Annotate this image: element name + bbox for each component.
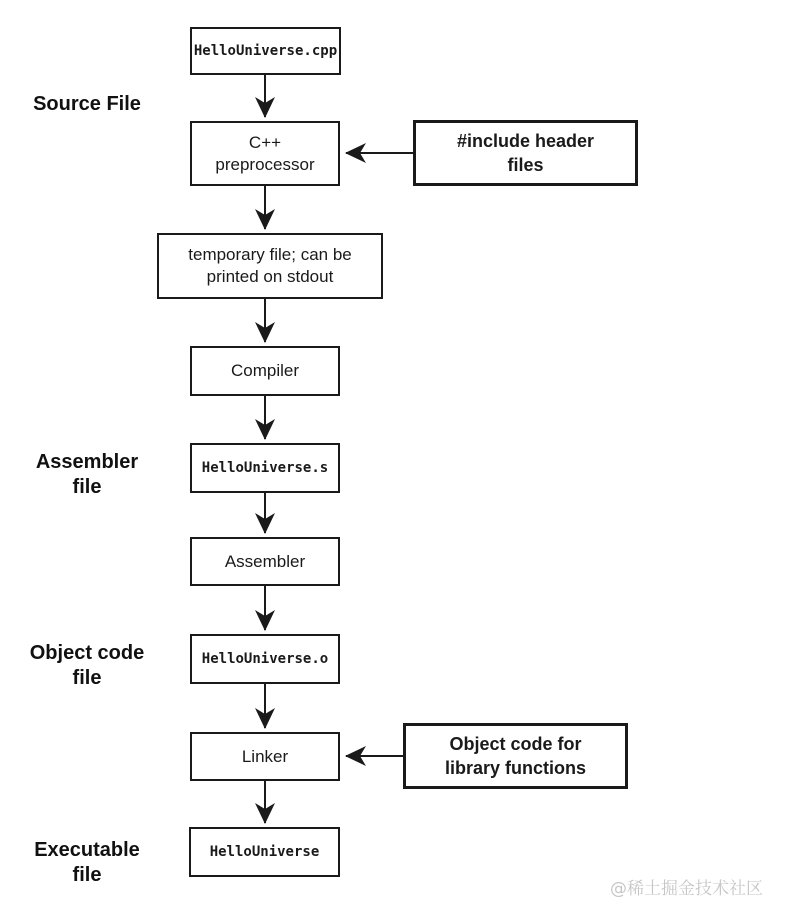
node-label: temporary file; can be xyxy=(188,245,352,264)
stage-label-text: file xyxy=(72,667,102,689)
node-label: HelloUniverse.s xyxy=(201,460,329,476)
node-object-o-file xyxy=(190,634,340,684)
node-label: library functions xyxy=(444,758,587,778)
node-label: preprocessor xyxy=(215,154,315,174)
node-executable-file xyxy=(189,827,340,877)
stage-label-text: Object code xyxy=(29,642,145,664)
stage-label-text: Executable xyxy=(34,839,140,861)
node-library-object-code xyxy=(403,723,628,789)
stage-label-text: file xyxy=(72,476,102,498)
node-label: Object code for xyxy=(449,734,582,754)
stage-label-object-code-file xyxy=(7,641,167,691)
node-compiler xyxy=(190,346,340,396)
node-label: HelloUniverse xyxy=(209,844,320,860)
stage-label-text: Source File xyxy=(33,93,141,115)
node-source-cpp-file xyxy=(190,27,341,75)
node-cpp-preprocessor xyxy=(190,121,340,186)
node-label: printed on stdout xyxy=(206,267,334,286)
node-label: #include header xyxy=(456,131,595,151)
node-label: Linker xyxy=(241,746,289,766)
node-assembler xyxy=(190,537,340,586)
stage-label-executable-file xyxy=(7,838,167,888)
stage-label-source-file xyxy=(7,92,167,117)
node-include-header-files xyxy=(413,120,638,186)
node-label: Assembler xyxy=(224,551,306,571)
stage-label-text: Assembler xyxy=(35,451,139,473)
node-linker xyxy=(190,732,340,781)
stage-label-text: file xyxy=(72,864,102,886)
node-label: C++ xyxy=(248,132,282,152)
node-label: HelloUniverse.cpp xyxy=(193,43,338,59)
watermark-text: @稀土掘金技术社区 xyxy=(610,879,763,899)
node-label: Compiler xyxy=(230,361,300,380)
node-assembler-s-file xyxy=(190,443,340,493)
stage-label-assembler-file xyxy=(7,450,167,500)
node-label: files xyxy=(507,155,544,175)
node-temporary-file xyxy=(157,233,383,299)
node-label: HelloUniverse.o xyxy=(201,651,329,667)
